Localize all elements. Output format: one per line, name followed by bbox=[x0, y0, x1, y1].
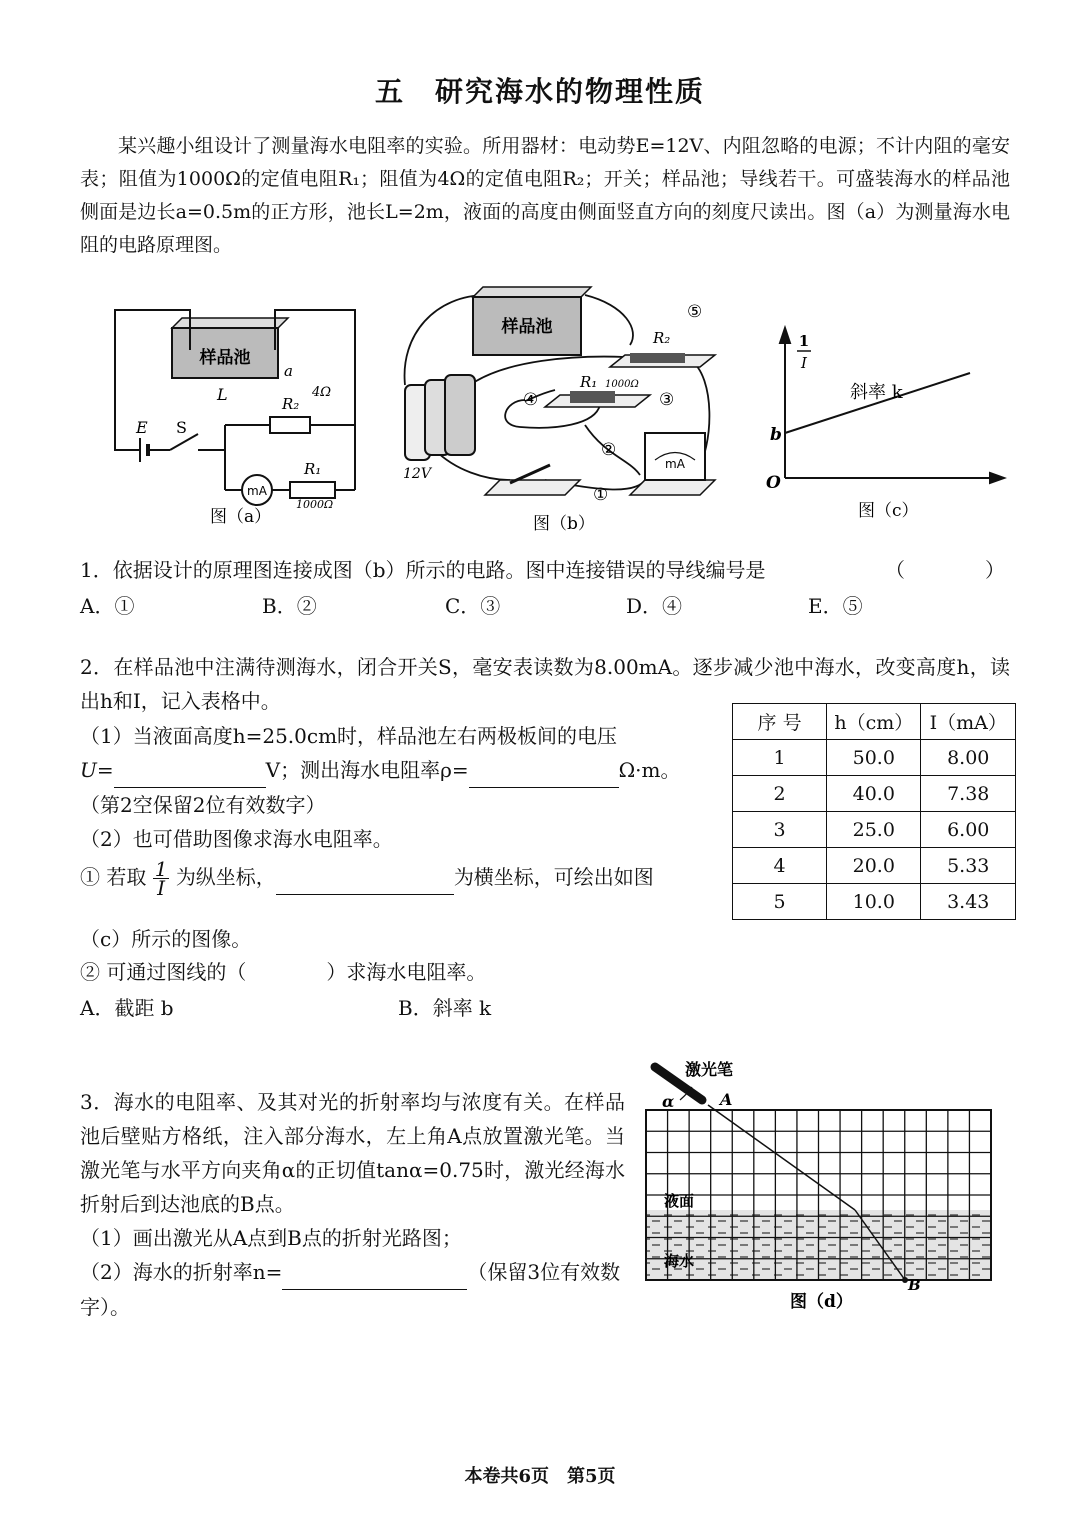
table-cell: 1 bbox=[733, 740, 827, 776]
table-row bbox=[733, 848, 1016, 884]
table-cell: 3.43 bbox=[921, 884, 1016, 920]
q2-stem: 2．在样品池中注满待测海水，闭合开关S，毫安表读数为8.00mA。逐步减少池中海水，改变高度h，读出h和I，记入表格中。 bbox=[80, 655, 1010, 713]
q2-option-b[interactable]: B．斜率 k bbox=[398, 996, 492, 1020]
length-label-a: L bbox=[217, 385, 228, 404]
table-cell: 5 bbox=[733, 884, 827, 920]
r1-board bbox=[545, 391, 650, 407]
surface-label: 液面 bbox=[664, 1192, 695, 1210]
x-axis-answer-blank[interactable] bbox=[276, 860, 454, 895]
q1-stem: 1．依据设计的原理图连接成图（b）所示的电路。图中连接错误的导线编号是 bbox=[80, 558, 766, 582]
table-cell: 25.0 bbox=[827, 812, 921, 848]
table-cell: 7.38 bbox=[921, 776, 1016, 812]
q1-option-d[interactable]: D．④ bbox=[626, 594, 683, 618]
fraction-1-over-i bbox=[153, 857, 170, 900]
water-label: 海水 bbox=[664, 1252, 695, 1270]
wire-number-1: ① bbox=[593, 485, 609, 505]
e-label-a: E bbox=[136, 418, 148, 437]
q2-2-2: ② 可通过图线的（ ）求海水电阻率。 bbox=[80, 960, 487, 984]
table-cell: 5.33 bbox=[921, 848, 1016, 884]
s-label-a: S bbox=[176, 418, 187, 437]
q1-option-e[interactable]: E．⑤ bbox=[808, 594, 863, 618]
q1-option-a[interactable]: A．① bbox=[80, 594, 135, 618]
question-1 bbox=[80, 553, 1010, 587]
sample-pool-a bbox=[172, 312, 288, 378]
meter-label-a: mA bbox=[247, 484, 267, 498]
pen-label: 激光笔 bbox=[685, 1060, 734, 1079]
point-b-label: B bbox=[908, 1276, 921, 1294]
q1-option-c[interactable]: C．③ bbox=[445, 594, 501, 618]
q1-option-b[interactable]: B．② bbox=[262, 594, 317, 618]
fraction-denominator: I bbox=[157, 876, 166, 900]
pool-label-a: 样品池 bbox=[199, 348, 251, 368]
figure-c bbox=[760, 318, 1010, 528]
r1-label-a: R₁ bbox=[304, 460, 322, 478]
pool-label-b: 样品池 bbox=[501, 317, 553, 337]
table-header: I（mA） bbox=[921, 704, 1016, 740]
v-rho-label: V；测出海水电阻率ρ= bbox=[265, 758, 469, 782]
q2-part1-note: （第2空保留2位有效数字） bbox=[80, 793, 326, 817]
table-cell: 20.0 bbox=[827, 848, 921, 884]
incident-ray bbox=[708, 1105, 855, 1210]
figure-a bbox=[100, 290, 390, 530]
r1-note-a: 1000Ω bbox=[296, 498, 334, 511]
q3-part2 bbox=[80, 1255, 625, 1324]
data-table bbox=[732, 703, 1016, 920]
caption-b: 图（b） bbox=[533, 514, 595, 534]
slope-label: 斜率 k bbox=[850, 382, 903, 403]
switch-b bbox=[485, 465, 580, 495]
q3-stem: 3．海水的电阻率、及其对光的折射率均与浓度有关。在样品池后壁贴方格纸，注入部分海水，左上角A点放置激光笔。当激光笔与水平方向夹角α的正切值tanα=0.75时，激光经海水折射后到达池底的B点。 bbox=[80, 1090, 625, 1216]
table-row bbox=[733, 776, 1016, 812]
intercept-label: b bbox=[770, 425, 782, 445]
figure-b bbox=[395, 275, 725, 535]
table-cell: 50.0 bbox=[827, 740, 921, 776]
table-cell: 40.0 bbox=[827, 776, 921, 812]
table-cell: 10.0 bbox=[827, 884, 921, 920]
q3-part2-note: （保留3位有效数字）。 bbox=[80, 1260, 621, 1319]
rho-unit: Ω·m。 bbox=[618, 758, 681, 782]
table-row bbox=[733, 812, 1016, 848]
y-axis-denominator: I bbox=[801, 354, 807, 372]
q2-part1-line2 bbox=[80, 753, 720, 788]
table-cell: 6.00 bbox=[921, 812, 1016, 848]
wire-number-4: ④ bbox=[523, 390, 539, 410]
fraction-numerator: 1 bbox=[154, 857, 168, 881]
section-title: 五 研究海水的物理性质 bbox=[374, 75, 705, 108]
q2-2-1c: 为横坐标，可绘出如图 bbox=[453, 865, 654, 889]
table-row bbox=[733, 884, 1016, 920]
table-row bbox=[733, 740, 1016, 776]
table-header: 序 号 bbox=[733, 704, 827, 740]
side-label-a: a bbox=[284, 362, 293, 380]
q3-part2-label: （2）海水的折射率n= bbox=[80, 1260, 283, 1284]
r2-note-a: 4Ω bbox=[312, 385, 332, 400]
r1-resistor bbox=[290, 482, 335, 498]
q1-answer-bracket[interactable]: （ ） bbox=[885, 558, 1005, 582]
r2-label-a: R₂ bbox=[282, 395, 300, 413]
caption-d: 图（d） bbox=[790, 1292, 853, 1312]
figure-d bbox=[640, 1055, 1000, 1315]
r1-note-b: 1000Ω bbox=[605, 379, 639, 390]
n-answer-blank[interactable] bbox=[282, 1255, 467, 1290]
u-answer-blank[interactable] bbox=[114, 753, 266, 788]
intro-paragraph: 某兴趣小组设计了测量海水电阻率的实验。所用器材：电动势E=12V、内阻忽略的电源；不计内阻的毫安表；阻值为1000Ω的定值电阻R₁；阻值为4Ω的定值电阻R₂；开关；样品池；导线若干。可盛装海水的样品池侧面是边长a=0.5m的正方形，池长L=2m，液面的高度由侧面竖直方向的刻度尺读出。图（a）为测量海水电阻的电路原理图。 bbox=[80, 135, 1010, 256]
table-cell: 4 bbox=[733, 848, 827, 884]
wire-number-5: ⑤ bbox=[687, 302, 703, 322]
caption-c: 图（c） bbox=[858, 501, 919, 521]
battery-pack bbox=[405, 375, 475, 460]
table-cell: 8.00 bbox=[921, 740, 1016, 776]
table-cell: 3 bbox=[733, 812, 827, 848]
r2-board bbox=[610, 353, 715, 367]
q3-part1: （1）画出激光从A点到B点的折射光路图； bbox=[80, 1226, 462, 1250]
r2-label-b: R₂ bbox=[653, 329, 671, 347]
q2-part2: （2）也可借助图像求海水电阻率。 bbox=[80, 827, 393, 851]
wire-number-3: ③ bbox=[659, 390, 675, 410]
q2-part2-item1 bbox=[80, 857, 720, 900]
battery-note-b: 12V bbox=[403, 466, 431, 482]
q2-option-a[interactable]: A．截距 b bbox=[80, 996, 174, 1020]
origin-label: O bbox=[766, 473, 781, 493]
r2-resistor bbox=[270, 417, 310, 433]
table-cell: 2 bbox=[733, 776, 827, 812]
wire-number-2: ② bbox=[601, 440, 617, 460]
r1-label-b: R₁ bbox=[580, 373, 598, 391]
q2-2-1d: （c）所示的图像。 bbox=[80, 927, 252, 951]
rho-answer-blank[interactable] bbox=[469, 753, 619, 788]
q2-part1-line1: （1）当液面高度h=25.0cm时，样品池左右两极板间的电压 bbox=[80, 724, 618, 748]
table-header-row bbox=[733, 704, 1016, 740]
meter-label-b: mA bbox=[665, 457, 685, 471]
u-label: U= bbox=[80, 758, 114, 782]
caption-a: 图（a） bbox=[210, 507, 272, 527]
y-axis-numerator: 1 bbox=[798, 332, 810, 350]
alpha-label: α bbox=[662, 1092, 675, 1111]
q2-part1 bbox=[80, 719, 720, 856]
point-a-label: A bbox=[720, 1090, 733, 1109]
table-header: h（cm） bbox=[827, 704, 921, 740]
page-footer: 本卷共6页 第5页 bbox=[464, 1466, 616, 1487]
q2-2-1a: ① 若取 bbox=[80, 865, 147, 889]
q2-2-1b: 为纵坐标， bbox=[175, 865, 276, 889]
